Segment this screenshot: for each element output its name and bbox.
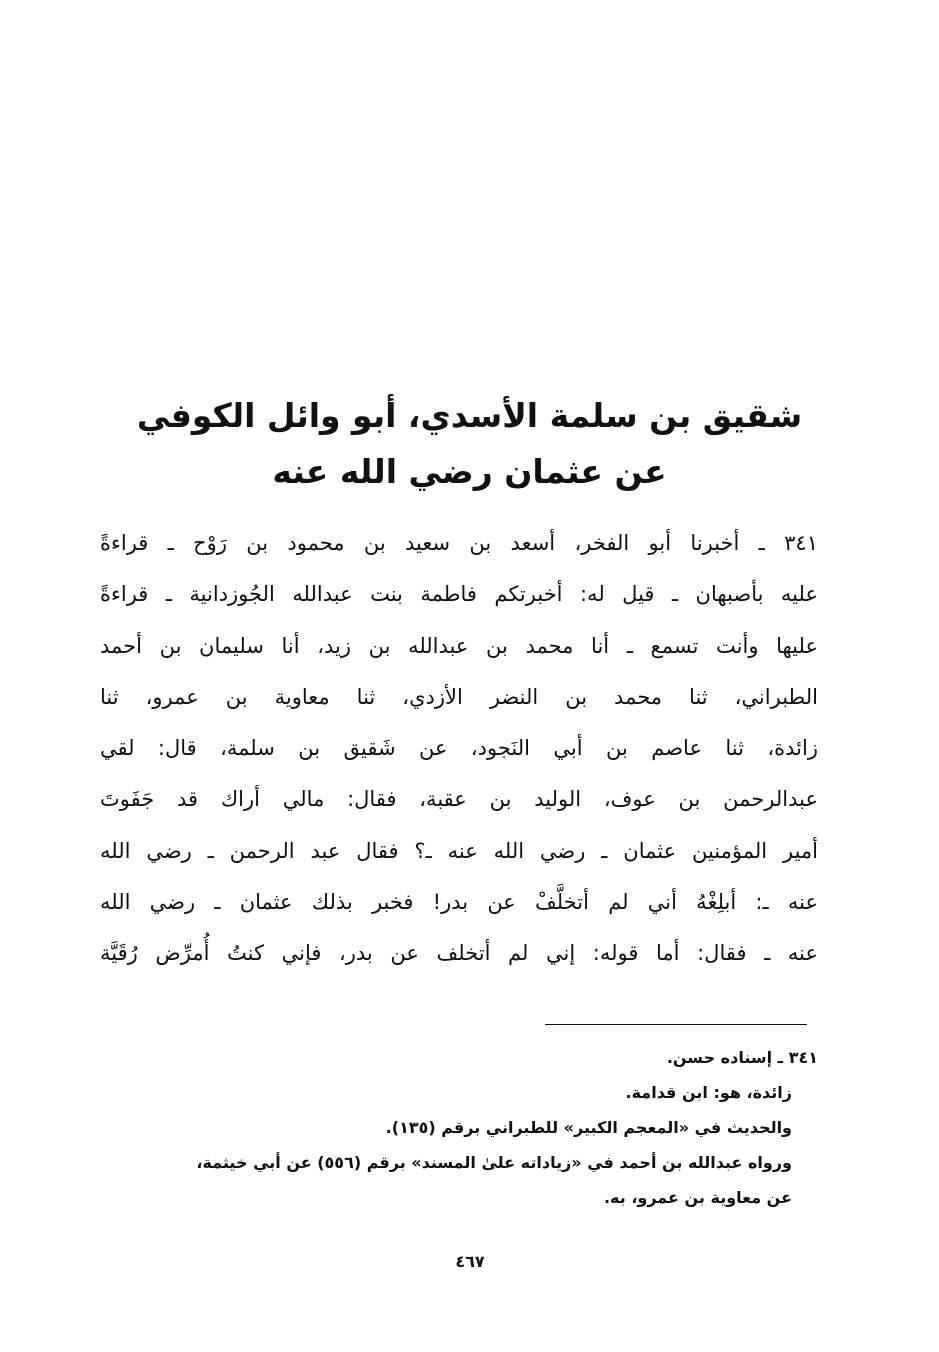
page-number: ٤٦٧	[455, 1252, 485, 1271]
footnote-line: ورواه عبدالله بن أحمد في «زياداته علىٰ المسند» برقم (٥٥٦) عن أبي خيثمة،	[196, 1153, 792, 1172]
hadith-text	[100, 518, 818, 980]
footnote-line: والحديث في «المعجم الكبير» للطبراني برقم (١٣٥).	[385, 1118, 792, 1137]
footnote-line: ٣٤١ ـ إسناده حسن.	[666, 1048, 818, 1067]
text-line: عنه ـ فقال: أما قوله: إني لم أتخلف عن بدر، فإني كنتُ أُمرِّض رُقَيَّة	[100, 941, 818, 966]
text-line: عنه ـ: أبلِغْهُ أني لم أتخلَّفْ عن بدر! فخبر بذلك عثمان ـ رضي الله	[100, 890, 818, 915]
text-line: زائدة، ثنا عاصم بن أبي النَجود، عن شَقيق بن سلمة، قال: لقي	[100, 736, 818, 761]
text-line: ٣٤١ ـ أخبرنا أبو الفخر، أسعد بن سعيد بن محمود بن رَوْح ـ قراءةً	[100, 531, 818, 555]
chapter-heading	[100, 388, 839, 500]
text-line: أمير المؤمنين عثمان ـ رضي الله عنه ـ؟ فقال عبد الرحمن ـ رضي الله	[100, 838, 818, 863]
text-line: عليه بأصبهان ـ قيل له: أخبرتكم فاطمة بنت عبدالله الجُوزدانية ـ قراءةً	[100, 582, 818, 607]
footnote-divider	[545, 1024, 807, 1025]
text-line: عبدالرحمن بن عوف، الوليد بن عقبة، فقال: مالي أراك قد جَفَوتَ	[100, 787, 818, 812]
heading-line-2: عن عثمان رضي الله عنه	[272, 452, 667, 491]
text-line: الطبراني، ثنا محمد بن النضر الأزدي، ثنا معاوية بن عمرو، ثنا	[100, 684, 818, 709]
heading-line-1: شقيق بن سلمة الأسدي، أبو وائل الكوفي	[136, 396, 803, 435]
footnote-line: زائدة، هو: ابن قدامة.	[625, 1083, 792, 1102]
footnote-line: عن معاوية بن عمرو، به.	[603, 1188, 792, 1207]
text-line: عليها وأنت تسمع ـ أنا محمد بن عبدالله بن زيد، أنا سليمان بن أحمد	[100, 633, 818, 658]
footnotes	[90, 1040, 818, 1215]
